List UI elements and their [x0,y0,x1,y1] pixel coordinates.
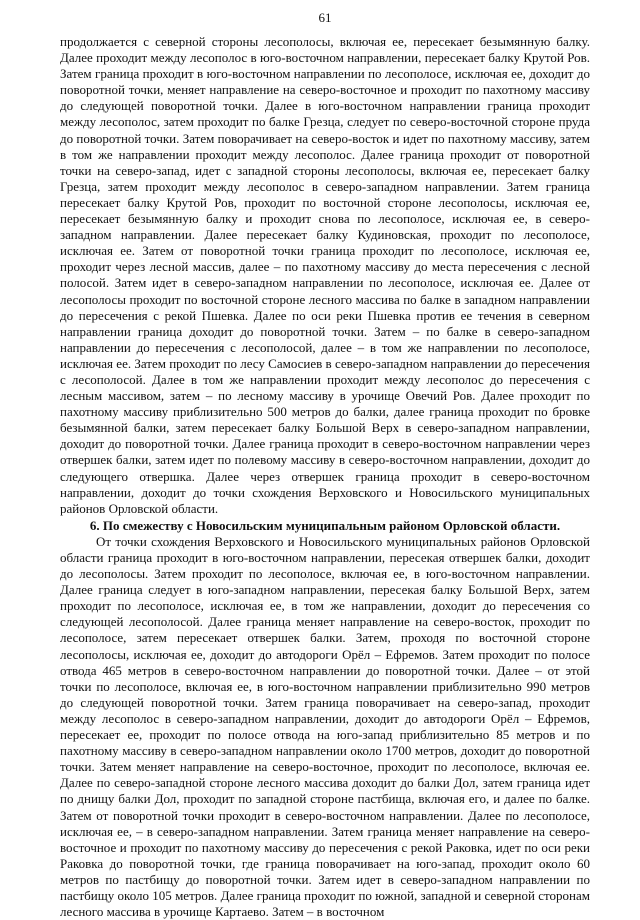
body-paragraph-section-6: От точки схождения Верховского и Новосильского муниципальных районов Орловской области граница проходит в юго-восточном направлении, пересекая отвершек балки, доходит до лесополосы. Затем проходит по лесополосе, включая ее, в юго-восточном направлении. Далее граница следует в юго-западном направлении, пересекая балку Большой Верх, затем проходит по лесополосе, исключая ее, в том же направлении, доходит до пересечения со следующей лесополосой. Далее граница меняет направление на северо-восток, проходит по лесополосе, затем пересекает отвершек балки. Затем, проходя по восточной стороне лесополосы, исключая ее, доходит до автодороги Орёл – Ефремов. Затем проходит по полосе отвода 465 метров в северо-восточном направлении до поворотной точки. Далее – от этой точки по лесополосе, включая ее, в юго-восточном направлении приблизительно 990 метров до следующей поворотной точки. Затем граница поворачивает на северо-запад, проходит между лесополос в северо-западном направлении, доходит до автодороги Орёл – Ефремов, пересекает ее, проходит по полосе отвода на юго-запад приблизительно 85 метров и по пахотному массиву в северо-западном направлении около 1700 метров, доходит до поворотной точки. Затем меняет направление на северо-восточное, проходит по лесополосе, включая ее. Далее по северо-западной стороне лесного массива доходит до балки Дол, затем граница идет по днищу балки Дол, проходит по западной стороне пастбища, включая его, и далее по балке. Затем от поворотной точки проходит в северо-восточном направлении. Далее по лесополосе, исключая ее, – в северо-западном направлении. Затем граница меняет направление на северо-восточное и проходит по пахотному массиву до пересечения с рекой Раковка, идет по оси реки Раковка до поворотной точки, где граница поворачивает на юго-запад, проходит около 60 метров по пастбищу до поворотной точки. Затем идет в северо-западном направлении по пастбищу около 105 метров. Далее граница проходит по южной, западной и северной сторонам лесного массива в урочище Картаево. Затем – в восточном [60,533,590,920]
page-number: 61 [318,10,332,25]
body-paragraph-continued: продолжается с северной стороны лесополосы, включая ее, пересекает безымянную балку. Далее проходит между лесополос в юго-восточном направлении, пересекает балку Крутой Ров. Затем граница проходит в юго-восточном направлении по лесополосе, исключая ее, доходит до поворотной точки, меняет направление на северо-восточное и проходит по пахотному массиву до следующей поворотной точки. Далее в юго-восточном направлении граница проходит между лесополос, затем проходит по балке Грезца, следует по северо-восточной стороне пруда до поворотной точки. Затем поворачивает на северо-восток и идет по пахотному массиву, затем в том же направлении проходит между лесополос. Далее граница проходит от поворотной точки на северо-запад, идет с западной стороны лесополосы, включая ее, пересекает балку Грезца, затем проходит между лесополос в северо-западном направлении. Затем граница пересекает балку Крутой Ров, проходит по восточной стороне лесополосы, исключая ее, пересекает безымянную балку и проходит снова по лесополосе, исключая ее, в северо-западном направлении. Далее пересекает балку Кудиновская, проходит по лесополосе, исключая ее. Затем от поворотной точки граница проходит по лесополосе, исключая ее, проходит через лесной массив, далее – по пахотному массиву до места пересечения с лесной полосой. Затем идет в северо-западном направлении по лесополосе, исключая ее. Далее от лесополосы проходит по восточной стороне лесного массива по балке в западном направлении до пересечения с рекой Пшевка. Далее по оси реки Пшевка против ее течения в северном направлении граница доходит до поворотной точки. Затем – по балке в северо-западном направлении до пересечения с лесополосой, далее – в том же направлении по лесополосе, исключая ее. Затем проходит по лесу Самосиев в северо-западном направлении до пересечения с лесополосой. Далее в том же направлении проходит между лесополос до пересечения с лесным массивом, затем – по лесному массиву в урочище Овечий Ров. Далее проходит по пахотному массиву приблизительно 500 метров до балки, далее граница проходит по бровке безымянной балки, затем пересекает балку Большой Верх в северо-западном направлении, доходит до поворотной точки. Далее граница проходит в северо-восточном направлении через отвершек балки, затем идет по полевому массиву в северо-восточном направлении, доходит до следующего отвершка. Далее через отвершек граница проходит в северо-восточном направлении, доходит до точки схождения Верховского и Новосильского муниципальных районов Орловской области. [60,34,590,516]
document-page [60,10,590,920]
section-heading: 6. По смежеству с Новосильским муниципальным районом Орловской области. [89,517,561,533]
